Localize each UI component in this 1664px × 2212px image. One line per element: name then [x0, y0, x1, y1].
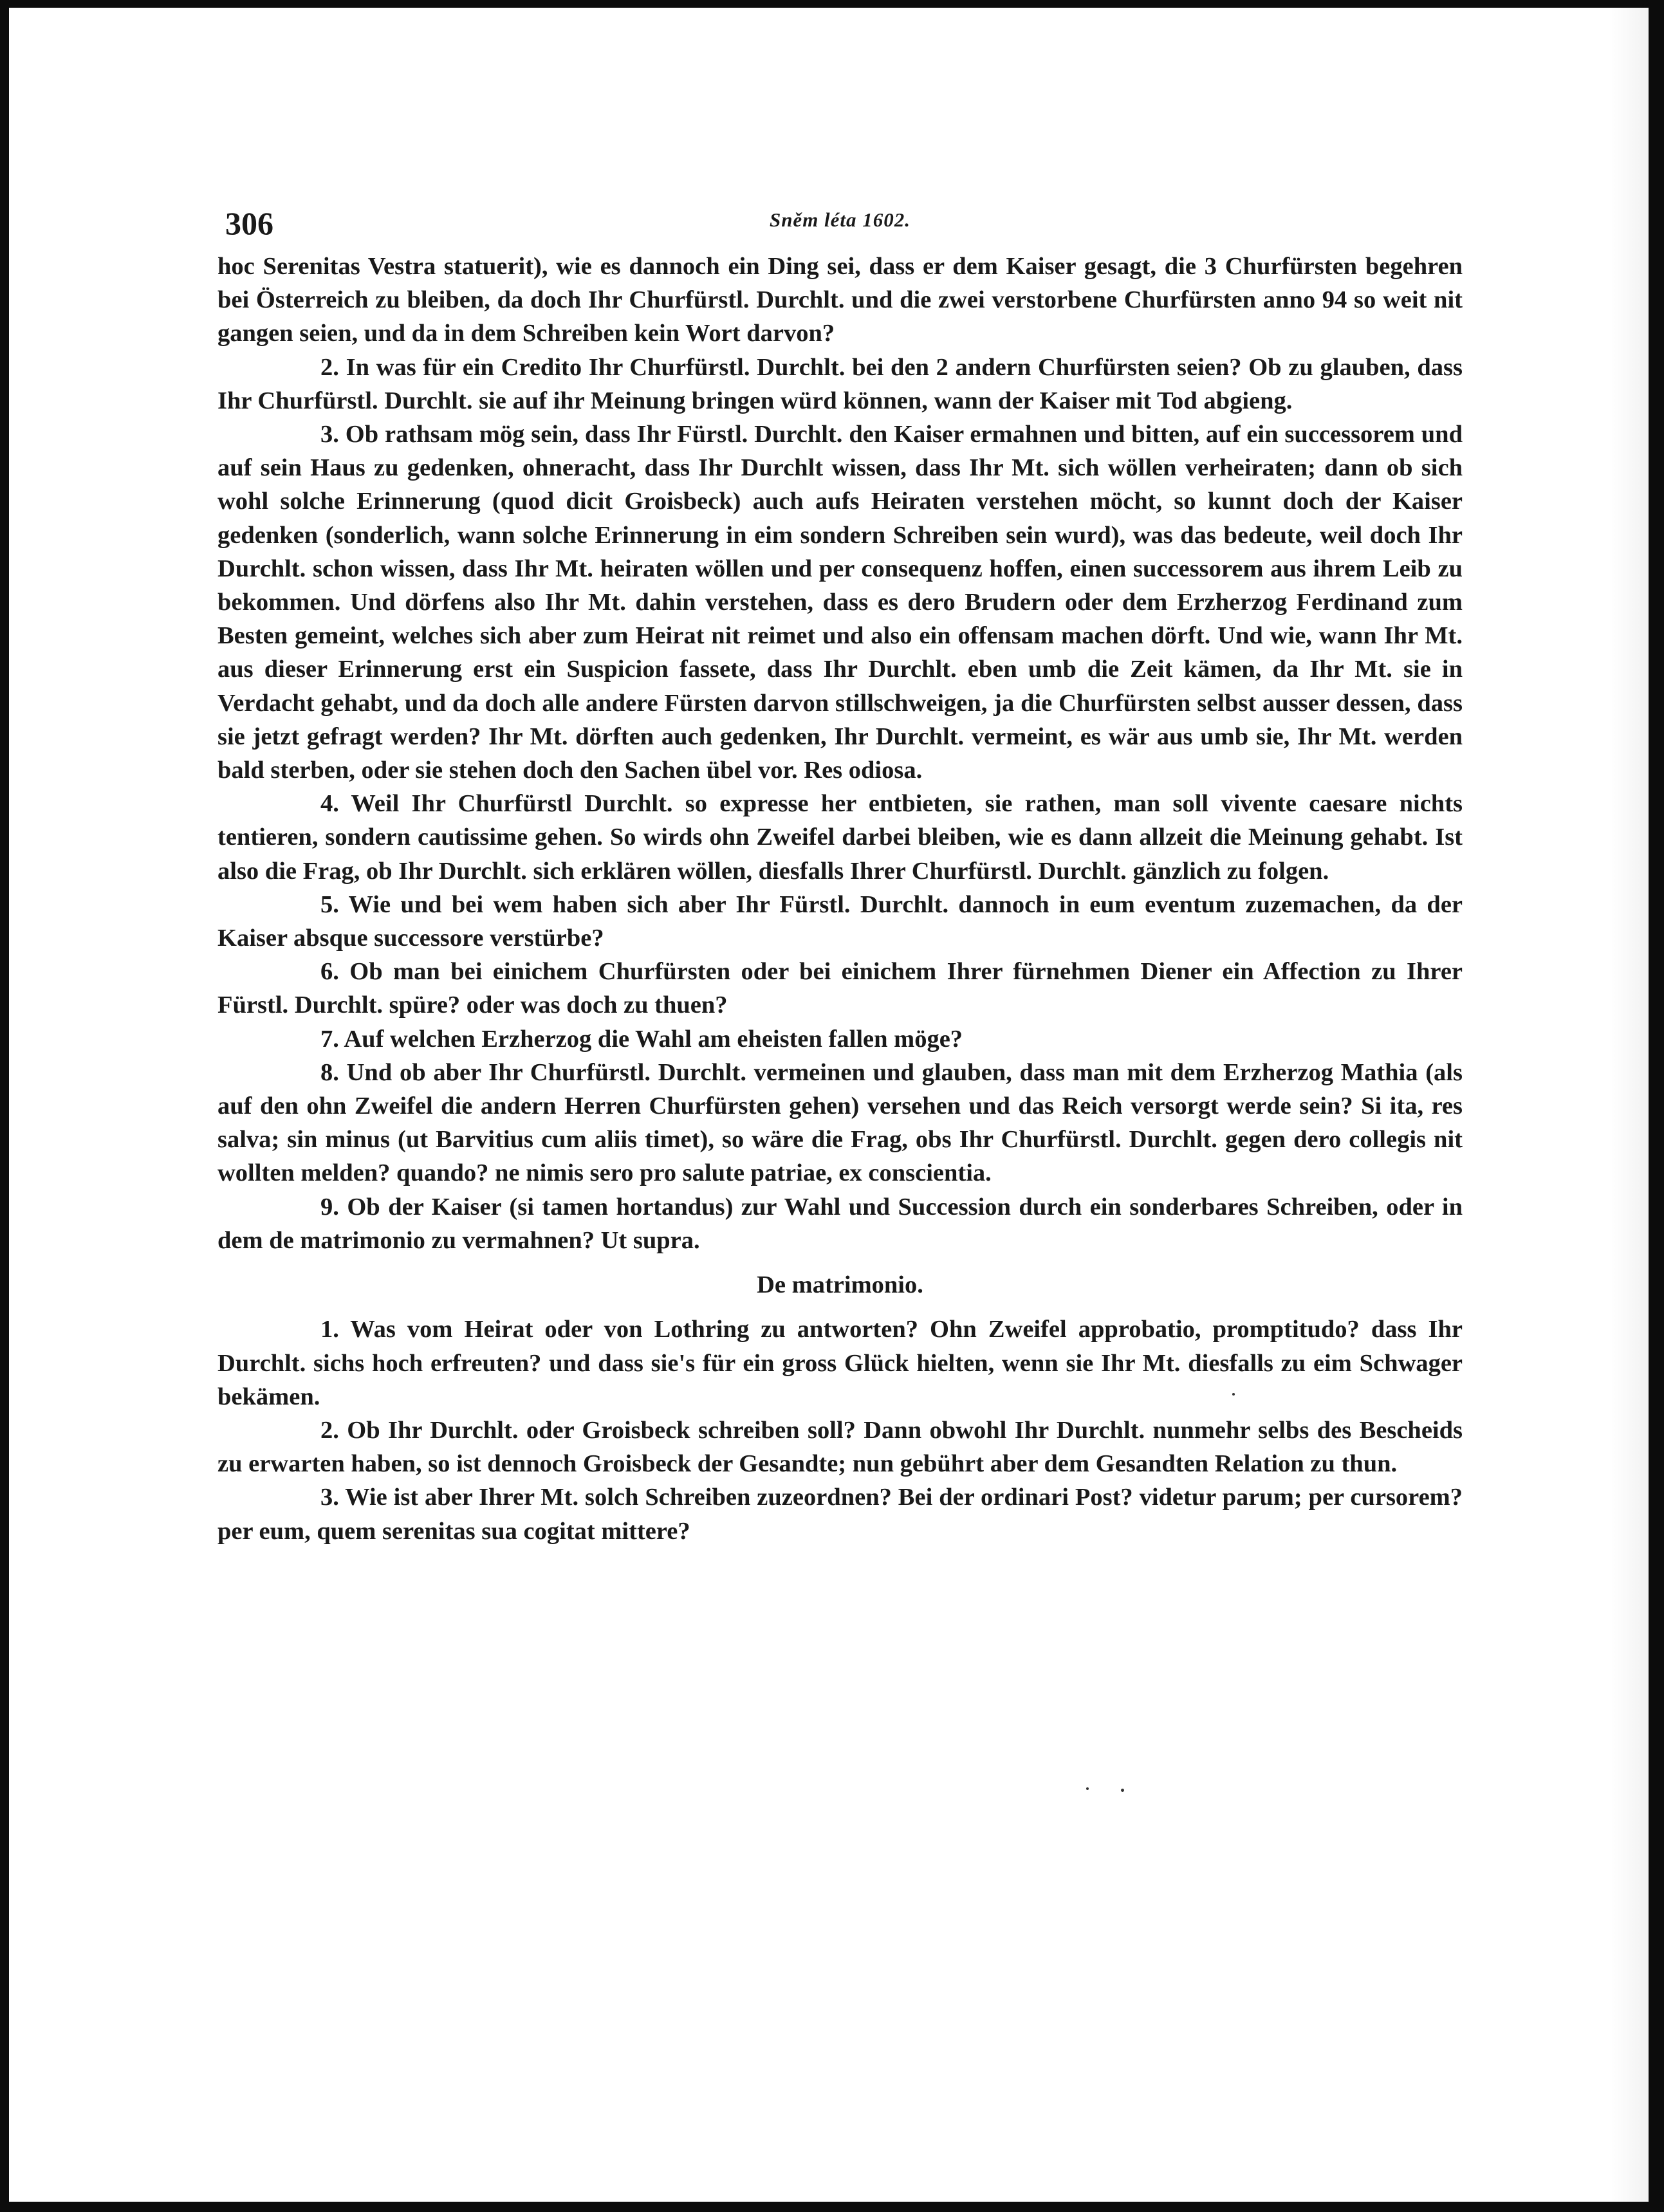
paragraph-item-3: 3. Ob rathsam mög sein, dass Ihr Fürstl. Durchlt. den Kaiser ermahnen und bitten, auf ein successorem und auf sein Haus zu gedenken, ohneracht, dass Ihr Durchlt wissen, dass Ihr Mt. sich wöllen verheiraten; dann ob sich wohl solche Erinnerung (quod dicit Groisbeck) auch aufs Heiraten verstehen möcht, so kunnt doch der Kaiser gedenken (sonderlich, wann solche Erinnerung in eim sondern Schreiben sein wurd), was das bedeute, weil doch Ihr Durchlt. schon wissen, dass Ihr Mt. heiraten wöllen und per consequenz hoffen, einen successorem aus ihrem Leib zu bekommen. Und dörfens also Ihr Mt. dahin verstehen, dass es dero Brudern oder dem Erzherzog Ferdinand zum Besten gemeint, welches sich aber zum Heirat nit reimet und also ein offensam machen dörft. Und wie, wann Ihr Mt. aus dieser Erinnerung erst ein Suspicion fassete, dass Ihr Durchlt. eben umb die Zeit kämen, da Ihr Mt. sie in Verdacht gehabt, und da doch alle andere Fürsten darvon stillschweigen, ja die Churfürsten selbst ausser dessen, dass sie jetzt gefragt werden? Ihr Mt. dörften auch gedenken, Ihr Durchlt. vermeint, es wär aus umb sie, Ihr Mt. werden bald sterben, oder sie stehen doch den Sachen übel vor. Res odiosa.: [217, 421, 1463, 784]
paragraph-item-2: 2. In was für ein Credito Ihr Churfürstl. Durchlt. bei den 2 andern Churfürsten seien? Ob zu glauben, dass Ihr Churfürstl. Durchlt. sie auf ihr Meinung bringen würd können, wann der Kaiser mit Tod abgieng.: [217, 353, 1463, 414]
scan-border-left: [0, 0, 9, 2212]
paragraph-continued: hoc Serenitas Vestra statuerit), wie es dannoch ein Ding sei, dass er dem Kaiser gesagt, die 3 Churfürsten begehren bei Österreich zu bleiben, da doch Ihr Churfürstl. Durchlt. und die zwei verstorbene Churfürsten anno 94 so weit nit gangen seien, und da in dem Schreiben kein Wort darvon?: [217, 253, 1463, 347]
paragraph-item-8: 8. Und ob aber Ihr Churfürstl. Durchlt. vermeinen und glauben, dass man mit dem Erzherzog Mathia (als auf den ohn Zweifel die andern Herren Churfürsten gehen) versehen und das Reich versorgt werde sein? Si ita, res salva; sin minus (ut Barvitius cum aliis timet), so wäre die Frag, obs Ihr Churfürstl. Durchlt. gegen dero collegis nit wollten melden? quando? ne nimis sero pro salute patriae, ex conscientia.: [217, 1058, 1463, 1187]
body-text: [217, 250, 1463, 1548]
paragraph-item-6: 6. Ob man bei einichem Churfürsten oder bei einichem Ihrer fürnehmen Diener ein Affection zu Ihrer Fürstl. Durchlt. spüre? oder was doch zu thuen?: [217, 958, 1463, 1019]
paragraph-item-5: 5. Wie und bei wem haben sich aber Ihr Fürstl. Durchlt. dannoch in eum eventum zuzemachen, da der Kaiser absque successore verstürbe?: [217, 890, 1463, 952]
page-header: [217, 205, 1463, 250]
scan-border-right: [1649, 0, 1664, 2212]
matrimonio-item-2: 2. Ob Ihr Durchlt. oder Groisbeck schreiben soll? Dann obwohl Ihr Durchlt. nunmehr selbs des Bescheids zu erwarten haben, so ist dennoch Groisbeck der Gesandte; nun gebührt aber dem Gesandten Relation zu thun.: [217, 1416, 1463, 1478]
page-number: 306: [225, 205, 273, 241]
matrimonio-item-1: 1. Was vom Heirat oder von Lothring zu antworten? Ohn Zweifel approbatio, promptitudo? dass Ihr Durchlt. sichs hoch erfreuten? und dass sie's für ein gross Glück hielten, wenn sie Ihr Mt. diesfalls zu eim Schwager bekämen.: [217, 1316, 1463, 1410]
document-page: [217, 205, 1463, 1548]
section-heading: De matrimonio.: [757, 1271, 923, 1299]
scan-border-top: [0, 0, 1664, 8]
scan-speck: [1121, 1789, 1124, 1792]
running-head: Sněm léta 1602.: [769, 208, 911, 231]
paragraph-item-4: 4. Weil Ihr Churfürstl Durchlt. so expresse her entbieten, sie rathen, man soll vivente caesare nichts tentieren, sondern cautissime gehen. So wirds ohn Zweifel darbei bleiben, wie es dann allzeit die Meinung gehabt. Ist also die Frag, ob Ihr Durchlt. sich erklären wöllen, diesfalls Ihrer Churfürstl. Durchlt. gänzlich zu folgen.: [217, 790, 1463, 885]
scan-speck: [1232, 1393, 1235, 1396]
paragraph-item-7: 7. Auf welchen Erzherzog die Wahl am eheisten fallen möge?: [320, 1025, 963, 1053]
paragraph-item-9: 9. Ob der Kaiser (si tamen hortandus) zur Wahl und Succession durch ein sonderbares Schreiben, oder in dem de matrimonio zu vermahnen? Ut supra.: [217, 1193, 1463, 1254]
scan-shade: [1610, 0, 1649, 2212]
matrimonio-item-3: 3. Wie ist aber Ihrer Mt. solch Schreiben zuzeordnen? Bei der ordinari Post? videtur parum; per cursorem? per eum, quem serenitas sua cogitat mittere?: [217, 1484, 1463, 1545]
scan-border-bottom: [0, 2202, 1664, 2212]
scan-speck: [1086, 1787, 1089, 1790]
